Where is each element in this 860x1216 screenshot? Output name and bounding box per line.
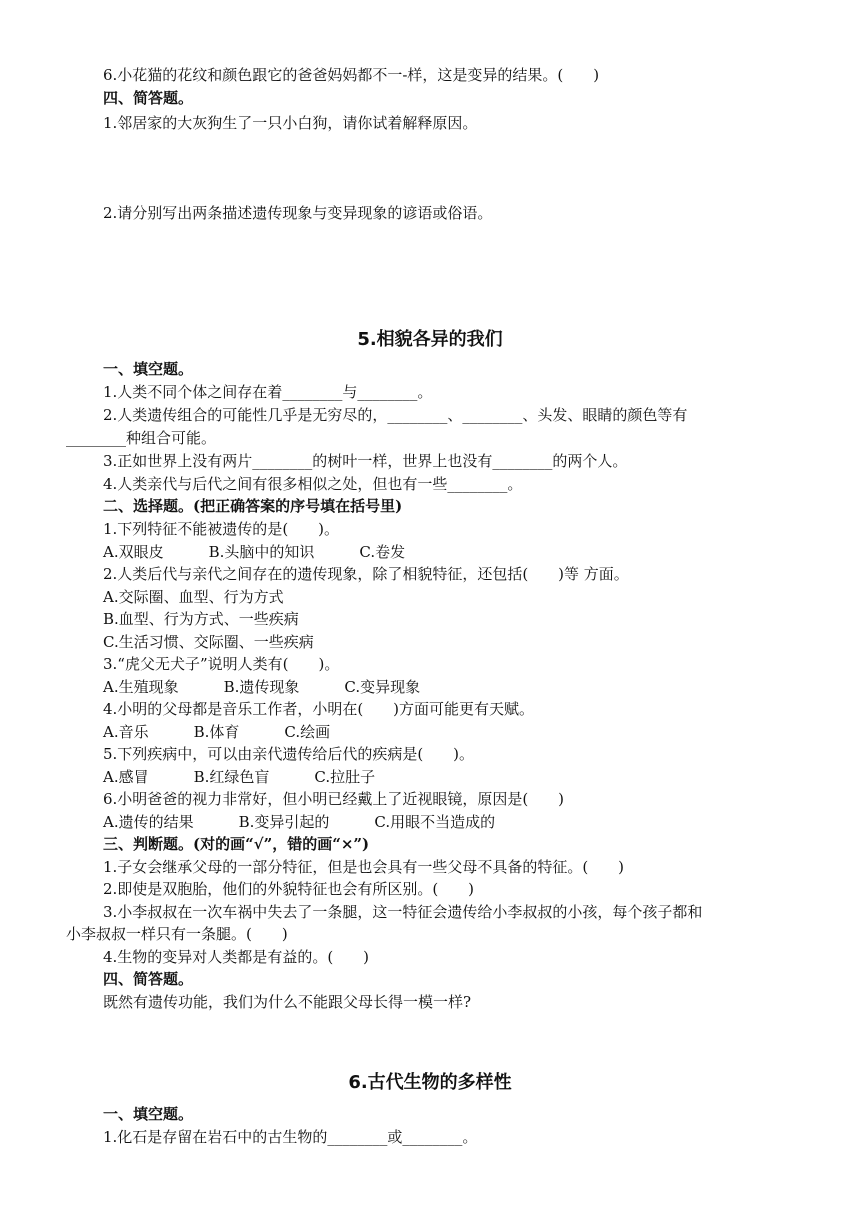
question-text: 小李叔叔一样只有一条腿。( ) bbox=[66, 925, 288, 943]
answer-options: A.感冒 B.红绿色盲 C.拉肚子 bbox=[103, 768, 376, 786]
answer-options: B.血型、行为方式、一些疾病 bbox=[103, 610, 299, 628]
answer-options: A.生殖现象 B.遗传现象 C.变异现象 bbox=[103, 678, 421, 696]
question-text: 2.人类遗传组合的可能性几乎是无穷尽的，________、________、头发、眼睛的颜色等有 bbox=[103, 406, 688, 424]
chapter-title: 5.相貌各异的我们 bbox=[357, 329, 503, 350]
question-text: 3.“虎父无犬子”说明人类有( )。 bbox=[103, 655, 340, 673]
question-text: 6.小花猫的花纹和颜色跟它的爸爸妈妈都不一-样，这是变异的结果。( ) bbox=[103, 66, 600, 84]
question-text: 既然有遗传功能，我们为什么不能跟父母长得一模一样? bbox=[103, 993, 472, 1011]
answer-options: A.遗传的结果 B.变异引起的 C.用眼不当造成的 bbox=[103, 813, 496, 831]
chapter-title: 6.古代生物的多样性 bbox=[348, 1072, 512, 1093]
answer-options: A.音乐 B.体育 C.绘画 bbox=[103, 723, 331, 741]
answer-options: A.双眼皮 B.头脑中的知识 C.卷发 bbox=[103, 543, 406, 561]
section-heading: 一、填空题。 bbox=[103, 1105, 194, 1123]
question-text: 4.小明的父母都是音乐工作者，小明在( )方面可能更有天赋。 bbox=[103, 700, 535, 718]
question-text: ________种组合可能。 bbox=[66, 429, 217, 447]
question-text: 2.即使是双胞胎，他们的外貌特征也会有所区别。( ) bbox=[103, 880, 475, 898]
question-text: 6.小明爸爸的视力非常好，但小明已经戴上了近视眼镜，原因是( ) bbox=[103, 790, 565, 808]
question-text: 1.下列特征不能被遗传的是( )。 bbox=[103, 520, 340, 538]
section-heading: 三、判断题。(对的画“√”，错的画“×”) bbox=[103, 835, 370, 853]
section-heading: 四、简答题。 bbox=[103, 970, 194, 988]
question-text: 3.小李叔叔在一次车祸中失去了一条腿，这一特征会遗传给小李叔叔的小孩，每个孩子都和 bbox=[103, 903, 703, 921]
question-text: 2.请分别写出两条描述遗传现象与变异现象的谚语或俗语。 bbox=[103, 204, 493, 222]
question-text: 3.正如世界上没有两片________的树叶一样，世界上也没有________的两个人。 bbox=[103, 452, 628, 470]
question-text: 1.人类不同个体之间存在着________与________。 bbox=[103, 383, 433, 401]
section-heading: 一、填空题。 bbox=[103, 360, 194, 378]
section-heading: 四、简答题。 bbox=[103, 89, 194, 107]
section-heading: 二、选择题。(把正确答案的序号填在括号里) bbox=[103, 497, 403, 515]
answer-options: A.交际圈、血型、行为方式 bbox=[103, 588, 284, 606]
question-text: 1.子女会继承父母的一部分特征，但是也会具有一些父母不具备的特征。( ) bbox=[103, 858, 625, 876]
question-text: 1.邻居家的大灰狗生了一只小白狗，请你试着解释原因。 bbox=[103, 114, 478, 132]
question-text: 1.化石是存留在岩石中的古生物的________或________。 bbox=[103, 1128, 478, 1146]
question-text: 4.生物的变异对人类都是有益的。( ) bbox=[103, 948, 370, 966]
question-text: 4.人类亲代与后代之间有很多相似之处，但也有一些________。 bbox=[103, 475, 523, 493]
question-text: 5.下列疾病中，可以由亲代遗传给后代的疾病是( )。 bbox=[103, 745, 475, 763]
question-text: 2.人类后代与亲代之间存在的遗传现象，除了相貌特征，还包括( )等 方面。 bbox=[103, 565, 629, 583]
answer-options: C.生活习惯、交际圈、一些疾病 bbox=[103, 633, 314, 651]
